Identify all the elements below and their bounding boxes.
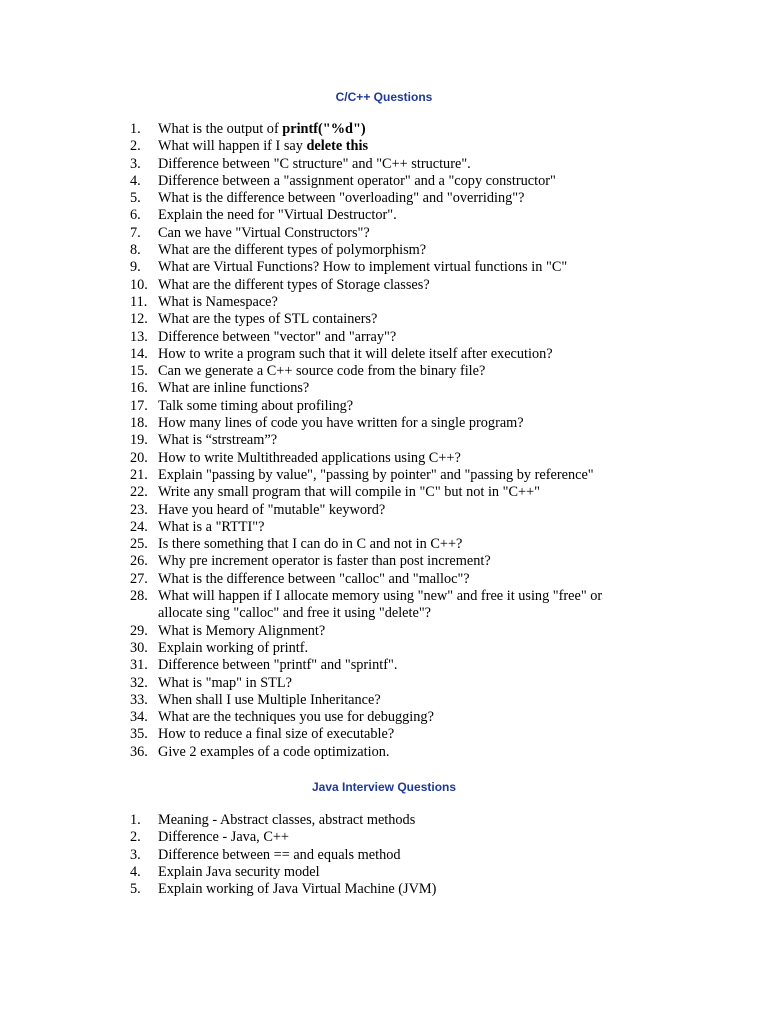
- list-item: [0, 450, 648, 467]
- cpp-questions-heading: C/C++ Questions: [335, 90, 433, 104]
- question-text: Difference between "vector" and "array"?: [158, 328, 397, 345]
- question-text: Explain the need for "Virtual Destructor".: [158, 207, 397, 224]
- item-number: 35.: [130, 726, 148, 743]
- item-number: 6.: [130, 207, 141, 224]
- question-text: Explain working of printf.: [158, 639, 309, 656]
- question-code: delete this: [306, 138, 369, 155]
- question-text: Talk some timing about profiling?: [158, 397, 354, 414]
- question-text: Why pre increment operator is faster than post increment?: [158, 553, 491, 570]
- question-text: Have you heard of "mutable" keyword?: [158, 501, 386, 518]
- question-text: Difference between == and equals method: [158, 846, 401, 863]
- item-number: 21.: [130, 466, 148, 483]
- item-number: 9.: [130, 259, 141, 276]
- list-item: [0, 398, 648, 415]
- item-number: 12.: [130, 311, 148, 328]
- list-item: [0, 847, 648, 864]
- item-number: 3.: [130, 155, 141, 172]
- java-questions-heading: Java Interview Questions: [311, 780, 457, 794]
- question-text: What are the different types of Storage classes?: [158, 276, 430, 293]
- question-text: What are the different types of polymorphism?: [158, 242, 427, 259]
- list-item: [0, 864, 648, 881]
- question-text: What is "map" in STL?: [158, 674, 292, 691]
- question-text: What is a "RTTI"?: [158, 518, 265, 535]
- question-text: What is “strstream”?: [158, 432, 278, 449]
- item-number: 28.: [130, 588, 148, 605]
- item-number: 10.: [130, 276, 148, 293]
- item-number: 24.: [130, 518, 148, 535]
- list-item: [0, 536, 648, 553]
- question-text: How to write a program such that it will delete itself after execution?: [158, 345, 553, 362]
- question-text: Difference - Java, C++: [158, 829, 289, 846]
- question-text: Difference between a "assignment operator" and a "copy constructor": [158, 172, 556, 189]
- list-item: [0, 346, 648, 363]
- item-number: 19.: [130, 432, 148, 449]
- question-text: Difference between "printf" and "sprintf".: [158, 657, 398, 674]
- list-item: [0, 640, 648, 657]
- list-item: [0, 709, 648, 726]
- list-item: [0, 277, 648, 294]
- list-item: [0, 138, 648, 155]
- question-text: Difference between "C structure" and "C++ structure".: [158, 155, 471, 172]
- list-item: [0, 692, 648, 709]
- list-item: [0, 380, 648, 397]
- list-item: [0, 156, 648, 173]
- question-text: What is the difference between "calloc" and "malloc"?: [158, 570, 470, 587]
- list-item: [0, 881, 648, 898]
- question-text: When shall I use Multiple Inheritance?: [158, 691, 381, 708]
- item-number: 2.: [130, 138, 141, 155]
- question-text: What will happen if I say: [158, 138, 307, 155]
- item-number: 36.: [130, 743, 148, 760]
- question-text: What is the output of: [158, 121, 283, 137]
- question-text: Meaning - Abstract classes, abstract methods: [158, 812, 416, 828]
- question-text: What will happen if I allocate memory using "new" and free it using "free" or allocate sing "calloc" and free it using "delete"?: [158, 588, 603, 622]
- list-item: [0, 553, 648, 570]
- question-text: What are inline functions?: [158, 380, 310, 397]
- java-questions-list: [0, 812, 648, 898]
- list-item: [0, 363, 648, 380]
- item-number: 30.: [130, 639, 148, 656]
- list-item: [0, 329, 648, 346]
- item-number: 17.: [130, 397, 148, 414]
- question-text: What is the difference between "overloading" and "overriding"?: [158, 190, 525, 207]
- list-item: [0, 829, 648, 846]
- list-item: [0, 588, 648, 623]
- item-number: 5.: [130, 881, 141, 898]
- list-item: [0, 744, 648, 761]
- cpp-questions-list: [0, 121, 648, 761]
- list-item: [0, 242, 648, 259]
- question-text: What are the types of STL containers?: [158, 311, 378, 328]
- list-item: [0, 259, 648, 276]
- item-number: 34.: [130, 709, 148, 726]
- question-text: What are the techniques you use for debugging?: [158, 709, 434, 726]
- item-number: 8.: [130, 242, 141, 259]
- question-code: printf("%d"): [282, 121, 366, 137]
- item-number: 2.: [130, 829, 141, 846]
- item-number: 16.: [130, 380, 148, 397]
- list-item: [0, 190, 648, 207]
- question-text: What is Memory Alignment?: [158, 622, 326, 639]
- question-text: How many lines of code you have written for a single program?: [158, 415, 524, 432]
- question-text: What are Virtual Functions? How to implement virtual functions in "C": [158, 259, 568, 276]
- item-number: 4.: [130, 863, 141, 880]
- list-item: [0, 121, 648, 138]
- list-item: [0, 432, 648, 449]
- item-number: 33.: [130, 691, 148, 708]
- item-number: 13.: [130, 328, 148, 345]
- question-text: Explain working of Java Virtual Machine (JVM): [158, 881, 437, 898]
- list-item: [0, 484, 648, 501]
- item-number: 11.: [130, 293, 148, 310]
- item-number: 1.: [130, 121, 141, 137]
- item-number: 29.: [130, 622, 148, 639]
- item-number: 1.: [130, 812, 141, 828]
- question-text: How to write Multithreaded applications using C++?: [158, 449, 461, 466]
- list-item: [0, 173, 648, 190]
- list-item: [0, 467, 648, 484]
- item-number: 22.: [130, 484, 148, 501]
- list-item: [0, 294, 648, 311]
- list-item: [0, 657, 648, 674]
- item-number: 3.: [130, 846, 141, 863]
- item-number: 14.: [130, 345, 148, 362]
- list-item: [0, 812, 648, 829]
- item-number: 32.: [130, 674, 148, 691]
- list-item: [0, 519, 648, 536]
- list-item: [0, 675, 648, 692]
- item-number: 25.: [130, 536, 148, 553]
- list-item: [0, 415, 648, 432]
- list-item: [0, 207, 648, 224]
- list-item: [0, 571, 648, 588]
- item-number: 4.: [130, 172, 141, 189]
- item-number: 27.: [130, 570, 148, 587]
- list-item: [0, 726, 648, 743]
- item-number: 20.: [130, 449, 148, 466]
- question-text: Write any small program that will compile in "C" but not in "C++": [158, 484, 540, 501]
- list-item: [0, 311, 648, 328]
- question-text: Explain "passing by value", "passing by pointer" and "passing by reference": [158, 466, 594, 483]
- item-number: 31.: [130, 657, 148, 674]
- question-text: How to reduce a final size of executable?: [158, 726, 395, 743]
- question-text: Can we generate a C++ source code from the binary file?: [158, 363, 486, 380]
- list-item: [0, 623, 648, 640]
- question-text: Can we have "Virtual Constructors"?: [158, 224, 370, 241]
- item-number: 26.: [130, 553, 148, 570]
- question-text: Explain Java security model: [158, 863, 320, 880]
- list-item: [0, 502, 648, 519]
- question-text: Give 2 examples of a code optimization.: [158, 743, 390, 760]
- item-number: 23.: [130, 501, 148, 518]
- item-number: 18.: [130, 415, 148, 432]
- question-text: What is Namespace?: [158, 293, 278, 310]
- item-number: 15.: [130, 363, 148, 380]
- item-number: 5.: [130, 190, 141, 207]
- item-number: 7.: [130, 224, 141, 241]
- question-text: Is there something that I can do in C and not in C++?: [158, 536, 463, 553]
- list-item: [0, 225, 648, 242]
